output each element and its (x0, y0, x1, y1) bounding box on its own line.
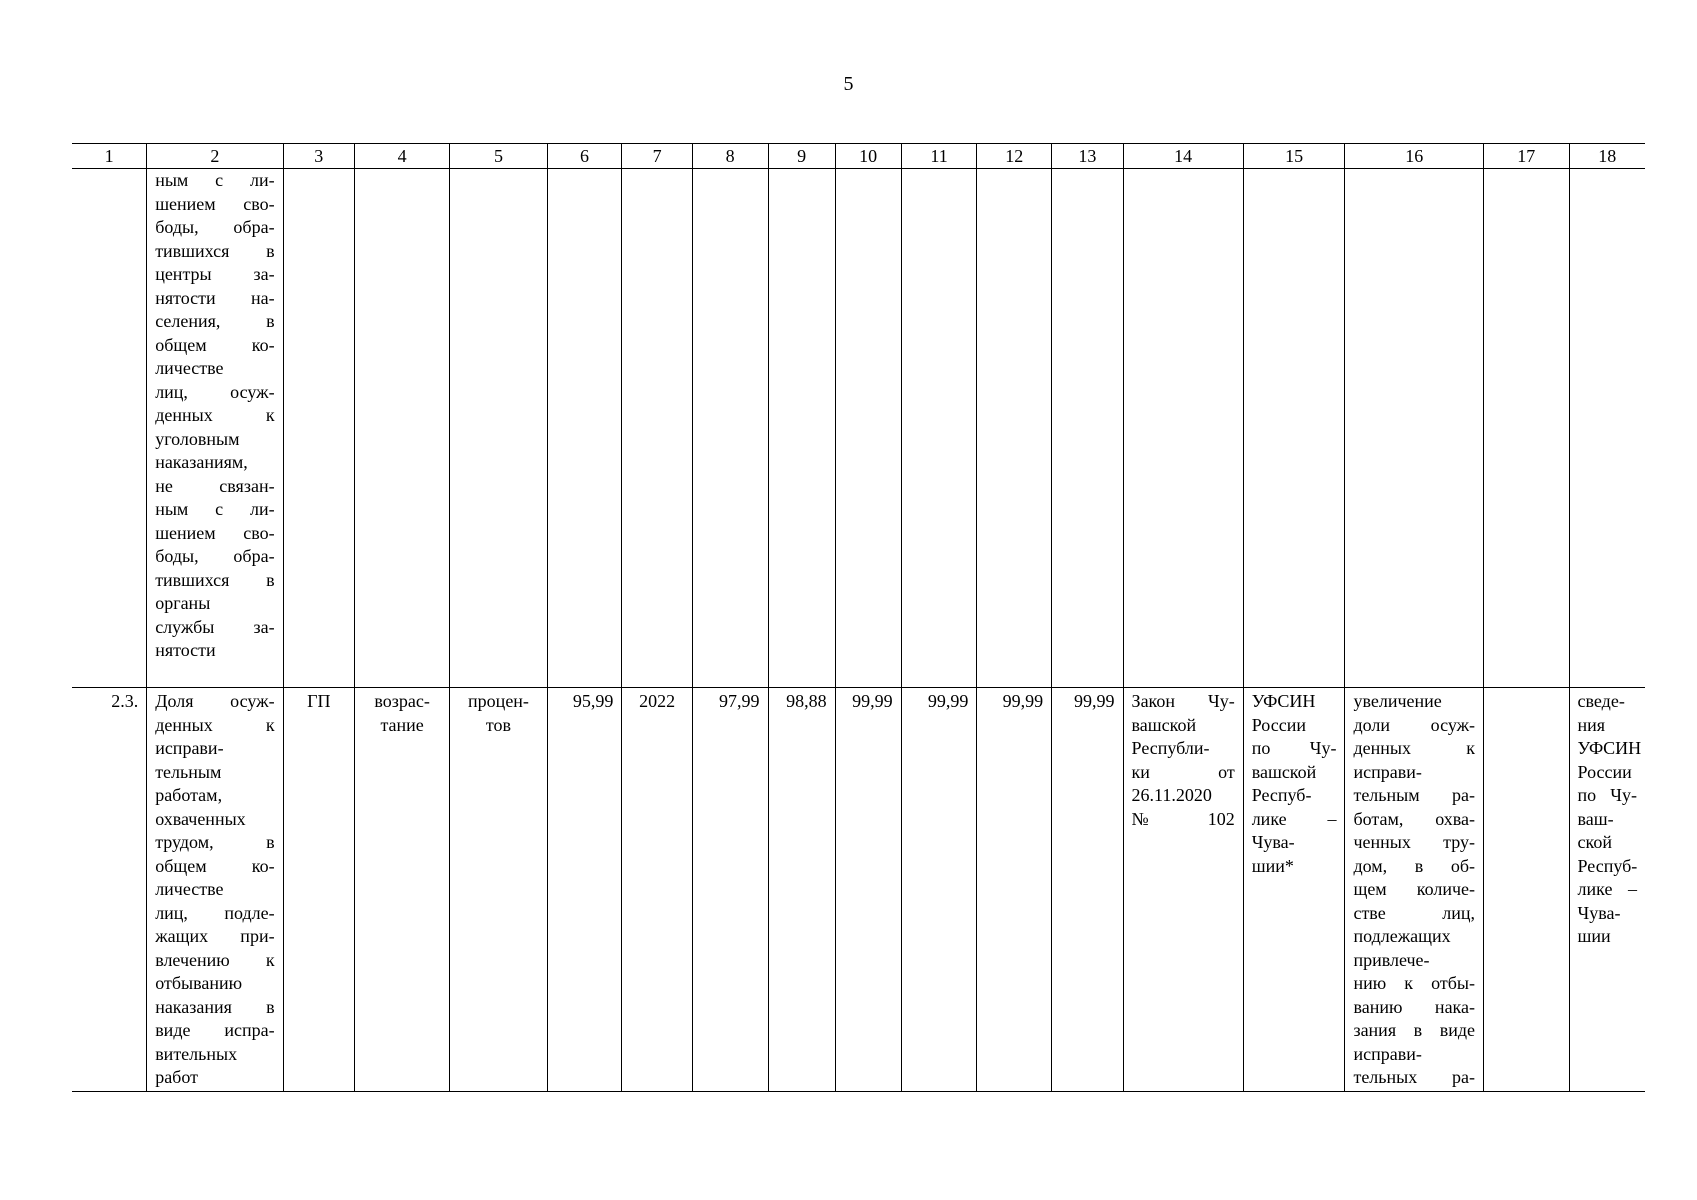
column-header: 17 (1484, 144, 1570, 169)
base-year: 2022 (622, 688, 692, 1092)
table-cell (901, 169, 977, 688)
table-cell (547, 169, 622, 688)
column-header: 8 (692, 144, 768, 169)
value-col-12: 99,99 (977, 688, 1052, 1092)
column-header: 16 (1345, 144, 1484, 169)
value-col-13: 99,99 (1052, 688, 1123, 1092)
column-header: 15 (1243, 144, 1345, 169)
expected-result: увеличение доли осуж- денных к исправи- тельным ра- ботам, охва- ченных тру- дом, в об- щем количе- стве лиц, подлежащих привлече- нию к отбы- ванию нака- зания в виде исправи- тельных ра- (1345, 688, 1484, 1092)
table-cell (1345, 169, 1484, 688)
indicator-name: Доля осуж- денных к исправи- тельным работам, охваченных трудом, в общем ко- личестве лиц, подле- жащих при- влечению к отбыванию наказания в виде испра- вительных работ (147, 688, 283, 1092)
column-header: 13 (1052, 144, 1123, 169)
column-header: 7 (622, 144, 692, 169)
column-header: 14 (1123, 144, 1243, 169)
column-header: 12 (977, 144, 1052, 169)
page-number: 5 (843, 73, 854, 95)
value-col-11: 99,99 (901, 688, 977, 1092)
row-number: 2.3. (72, 688, 147, 1092)
table-row-2-3 (72, 688, 1645, 1092)
column-header: 11 (901, 144, 977, 169)
value-col-10: 99,99 (835, 688, 901, 1092)
column-header: 10 (835, 144, 901, 169)
indicators-table (72, 143, 1645, 1092)
table-cell (283, 169, 354, 688)
table-cell (355, 169, 450, 688)
value-col-17 (1484, 688, 1570, 1092)
table-cell (977, 169, 1052, 688)
trend: возрас- тание (355, 688, 450, 1092)
legal-basis: Закон Чу- вашской Республи- ки от 26.11.2020 № 102 (1123, 688, 1243, 1092)
table-cell (72, 169, 147, 688)
column-header: 2 (147, 144, 283, 169)
indicator-name-continued: ным с ли- шением сво- боды, обра- тившихся в центры за- нятости на- селения, в общем ко- личестве лиц, осуж- денных к уголовным наказаниям, не связан- ным с ли- шением сво- боды, обра- тившихся в органы службы за- нятости (147, 169, 283, 688)
column-header: 9 (768, 144, 835, 169)
table-cell (1484, 169, 1570, 688)
column-header: 3 (283, 144, 354, 169)
value-col-9: 98,88 (768, 688, 835, 1092)
column-header: 6 (547, 144, 622, 169)
program-type: ГП (283, 688, 354, 1092)
data-source: сведе- ния УФСИН России по Чу- ваш- ской Респуб- лике – Чува- шии (1569, 688, 1645, 1092)
column-header: 18 (1569, 144, 1645, 169)
column-header: 5 (450, 144, 547, 169)
table-cell (1123, 169, 1243, 688)
table-cell (768, 169, 835, 688)
table-cell (622, 169, 692, 688)
table-cell (1569, 169, 1645, 688)
table-row-continuation (72, 169, 1645, 688)
base-value: 95,99 (547, 688, 622, 1092)
unit: процен- тов (450, 688, 547, 1092)
column-header: 1 (72, 144, 147, 169)
table-cell (1052, 169, 1123, 688)
table-cell (1243, 169, 1345, 688)
table-cell (835, 169, 901, 688)
table-cell (450, 169, 547, 688)
table-cell (692, 169, 768, 688)
column-number-row (72, 144, 1645, 169)
column-header: 4 (355, 144, 450, 169)
responsible-agency: УФСИН России по Чу- вашской Респуб- лике – Чува- шии* (1243, 688, 1345, 1092)
value-col-8: 97,99 (692, 688, 768, 1092)
